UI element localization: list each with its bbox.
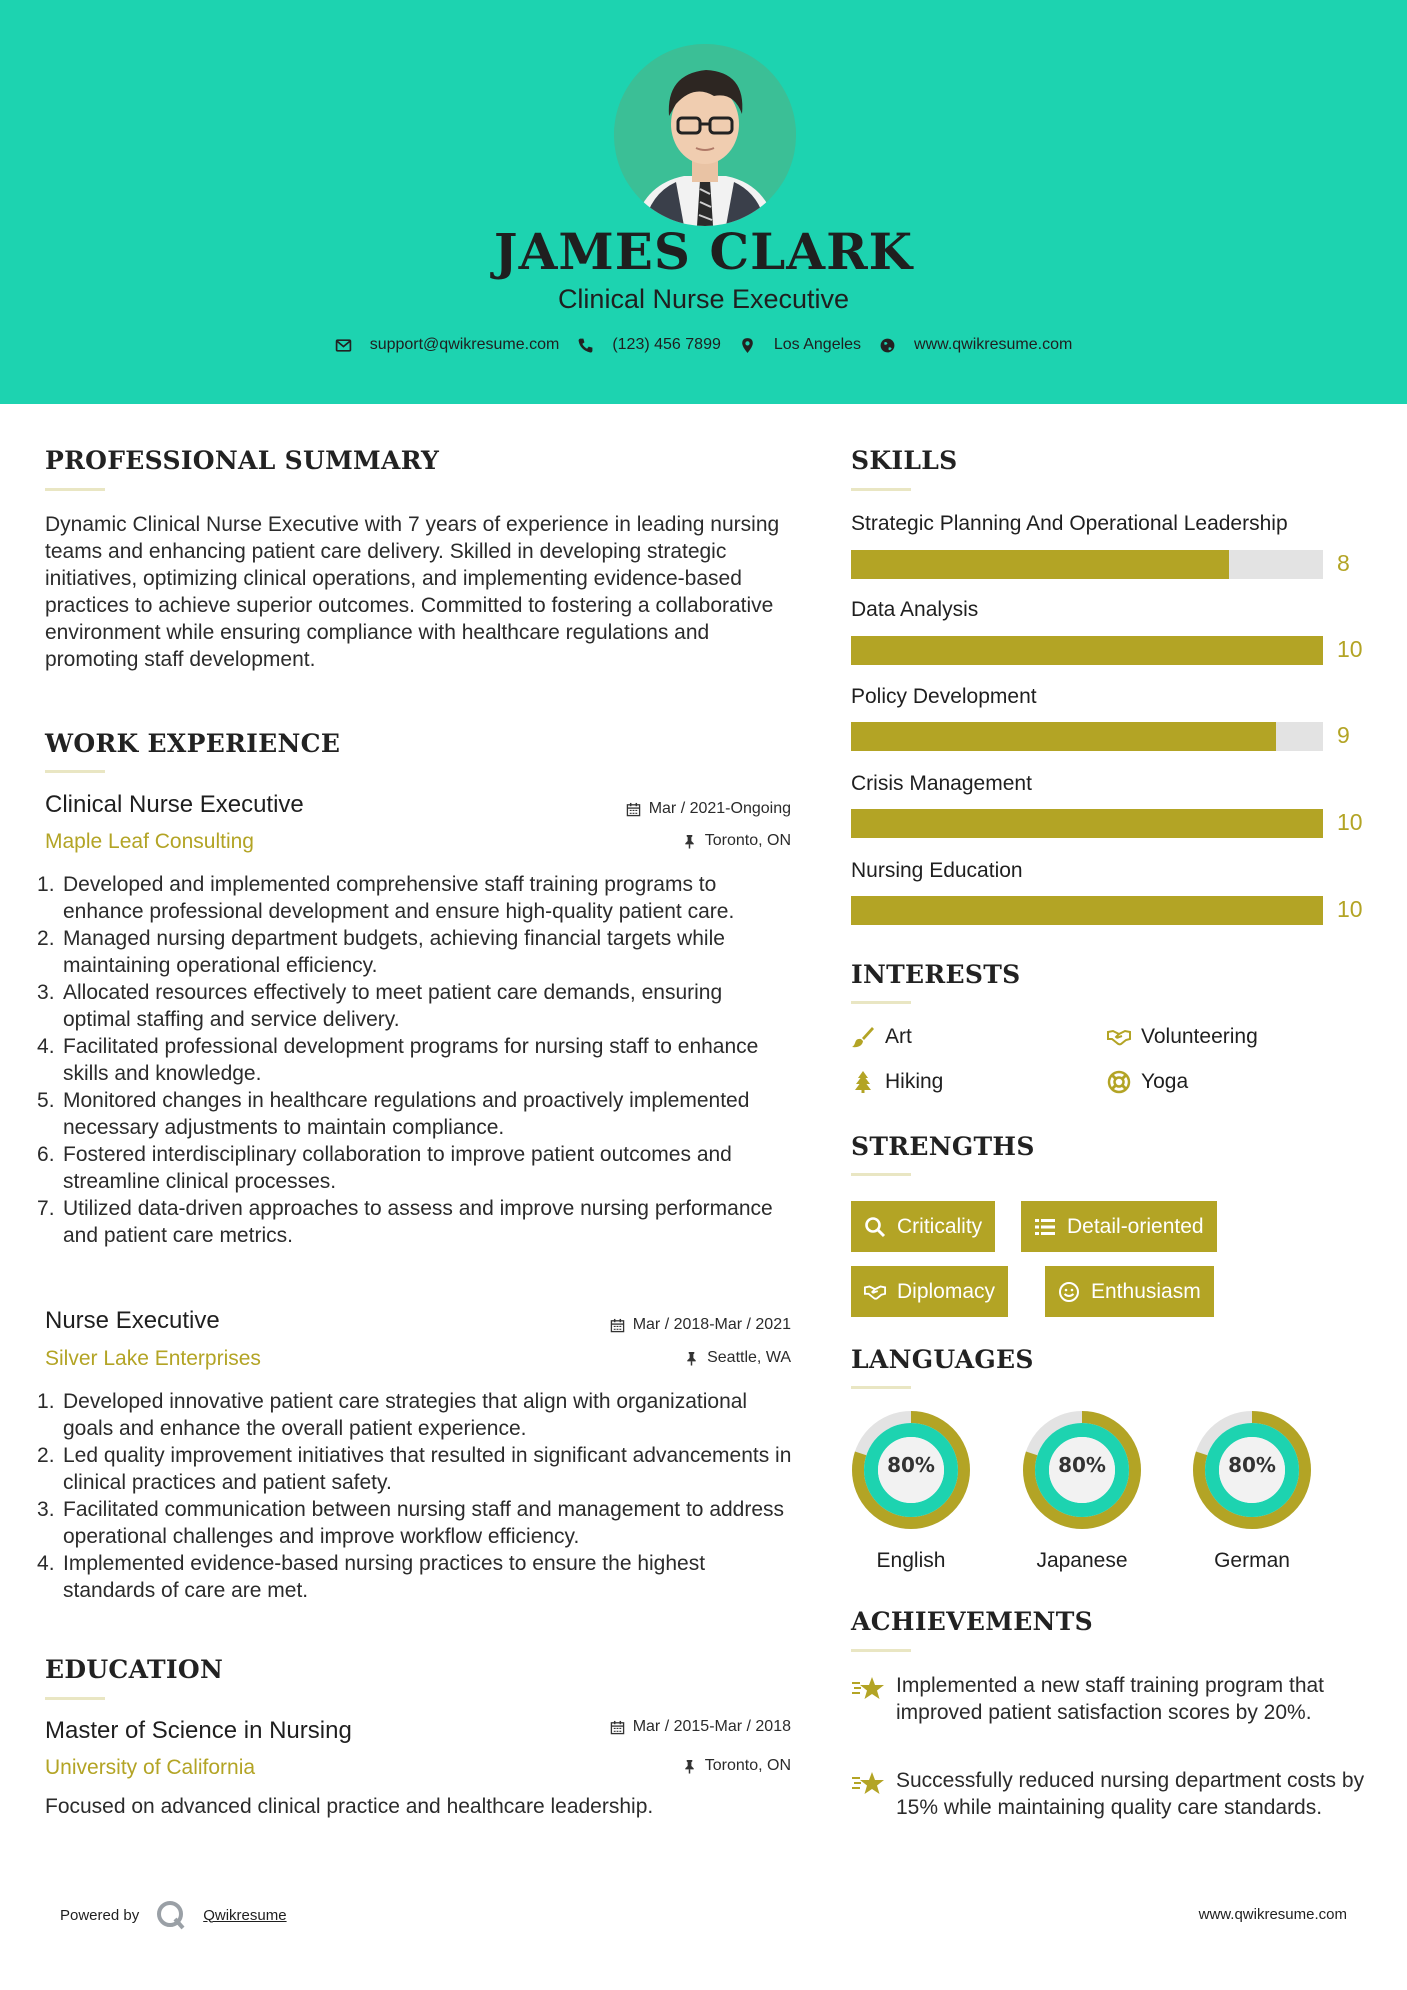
education-description: Focused on advanced clinical practice and healthcare leadership. bbox=[45, 1795, 654, 1818]
profile-photo-illustration bbox=[614, 44, 796, 226]
interest-label: Art bbox=[885, 1025, 912, 1048]
skill-name: Crisis Management bbox=[851, 772, 1032, 795]
paintbrush-icon bbox=[851, 1025, 875, 1049]
language-item bbox=[1191, 1409, 1313, 1572]
lifebuoy-icon bbox=[1107, 1070, 1131, 1094]
achievements-heading: ACHIEVEMENTS bbox=[851, 1607, 1093, 1636]
job-location-text: Toronto, ON bbox=[704, 832, 791, 849]
list-item: Monitored changes in healthcare regulations and proactively implemented necessary adjustments to maintain compliance. bbox=[63, 1089, 750, 1139]
handshake-icon bbox=[864, 1281, 886, 1303]
handshake-icon bbox=[1107, 1025, 1131, 1049]
interests-heading: INTERESTS bbox=[851, 960, 1021, 989]
skill-bar bbox=[851, 636, 1323, 665]
skill-bar bbox=[851, 550, 1323, 579]
language-percent: 80% bbox=[887, 1453, 935, 1477]
language-item bbox=[850, 1409, 972, 1572]
contact-email-text: support@qwikresume.com bbox=[369, 336, 560, 353]
avatar bbox=[614, 44, 796, 226]
education-date-text: Mar / 2015-Mar / 2018 bbox=[632, 1718, 791, 1735]
strength-label: Enthusiasm bbox=[1091, 1279, 1201, 1303]
list-item: Implemented evidence-based nursing practices to ensure the highest standards of care are met. bbox=[63, 1552, 706, 1602]
strengths-heading-rule bbox=[851, 1173, 911, 1176]
smile-icon bbox=[1058, 1281, 1080, 1303]
list-item: Led quality improvement initiatives that resulted in significant advancements in clinical practices and patient safety. bbox=[63, 1444, 792, 1494]
job-bullets bbox=[63, 1388, 793, 1604]
contact-location-text: Los Angeles bbox=[773, 336, 862, 353]
education-heading-rule bbox=[45, 1697, 105, 1700]
experience-heading-rule bbox=[45, 770, 105, 773]
summary-heading: PROFESSIONAL SUMMARY bbox=[45, 446, 440, 475]
experience-heading: WORK EXPERIENCE bbox=[45, 729, 341, 758]
phone-icon bbox=[577, 337, 594, 354]
summary-heading-rule bbox=[45, 488, 105, 491]
skill-name: Policy Development bbox=[851, 685, 1037, 708]
list-item: Fostered interdisciplinary collaboration to improve patient outcomes and streamline clinical processes. bbox=[63, 1143, 732, 1193]
footer-powered-by bbox=[60, 1899, 287, 1931]
header-banner bbox=[0, 0, 1407, 404]
interest-label: Volunteering bbox=[1141, 1025, 1258, 1048]
envelope-icon bbox=[335, 337, 352, 354]
pushpin-icon bbox=[684, 1351, 699, 1366]
skill-bar-fill bbox=[851, 896, 1323, 925]
language-name: German bbox=[1214, 1549, 1290, 1572]
tree-icon bbox=[851, 1070, 875, 1094]
job-date bbox=[610, 1316, 791, 1334]
candidate-role: Clinical Nurse Executive bbox=[557, 284, 850, 314]
qwikresume-logo-icon bbox=[155, 1899, 187, 1931]
footer-website[interactable]: www.qwikresume.com bbox=[1198, 1906, 1347, 1923]
skill-name: Data Analysis bbox=[851, 598, 979, 621]
school-name: University of California bbox=[45, 1756, 256, 1779]
skill-bar-fill bbox=[851, 550, 1229, 579]
languages-heading: LANGUAGES bbox=[851, 1345, 1034, 1374]
strength-badge bbox=[851, 1266, 1008, 1317]
skill-bar bbox=[851, 722, 1323, 751]
contact-email[interactable] bbox=[335, 336, 560, 354]
strength-badge bbox=[1045, 1266, 1214, 1317]
skill-bar-fill bbox=[851, 809, 1323, 838]
interest-item bbox=[1107, 1070, 1188, 1094]
star-icon bbox=[851, 1674, 885, 1704]
contact-location bbox=[739, 336, 861, 354]
job-location-text: Seattle, WA bbox=[707, 1349, 791, 1366]
interests-heading-rule bbox=[851, 1001, 911, 1004]
candidate-name: JAMES CLARK bbox=[493, 222, 914, 281]
contact-website-text: www.qwikresume.com bbox=[914, 336, 1073, 353]
interest-label: Yoga bbox=[1141, 1070, 1189, 1093]
skill-value: 10 bbox=[1337, 636, 1363, 662]
interest-item bbox=[1107, 1025, 1258, 1049]
degree-title: Master of Science in Nursing bbox=[45, 1717, 352, 1744]
achievement-text: Implemented a new staff training program that improved patient satisfaction scores by 20%. bbox=[896, 1674, 1325, 1724]
language-percent: 80% bbox=[1058, 1453, 1106, 1477]
summary-text: Dynamic Clinical Nurse Executive with 7 years of experience in leading nursing teams and enhancing patient care delivery. Skilled in developing strategic initiatives, optimizing clinical operations, and implementing evidence-based practices to achieve superior outcomes. Committed to fostering a collaborative environment while ensuring compliance with healthcare regulations and promoting staff development. bbox=[45, 513, 780, 671]
brand-link[interactable]: Qwikresume bbox=[203, 1906, 287, 1924]
education-date bbox=[610, 1718, 791, 1736]
list-item: Developed and implemented comprehensive staff training programs to enhance professional development and ensure high-quality patient care. bbox=[63, 873, 735, 923]
calendar-icon bbox=[626, 802, 641, 817]
skill-name: Nursing Education bbox=[851, 859, 1023, 882]
job-title: Nurse Executive bbox=[45, 1307, 220, 1334]
strength-label: Criticality bbox=[897, 1214, 983, 1238]
pushpin-icon bbox=[682, 834, 697, 849]
language-percent: 80% bbox=[1228, 1453, 1276, 1477]
calendar-icon bbox=[610, 1318, 625, 1333]
company-name: Maple Leaf Consulting bbox=[45, 830, 254, 853]
job-date bbox=[626, 800, 791, 818]
map-pin-icon bbox=[739, 337, 756, 354]
list-item: Managed nursing department budgets, achieving financial targets while maintaining operational efficiency. bbox=[63, 927, 725, 977]
contact-phone[interactable] bbox=[577, 336, 721, 354]
list-item: Facilitated communication between nursing staff and management to address operational challenges and improve workflow efficiency. bbox=[63, 1498, 785, 1548]
powered-by-label: Powered by bbox=[60, 1906, 140, 1924]
strength-badge bbox=[851, 1201, 995, 1252]
job-date-text: Mar / 2021-Ongoing bbox=[648, 800, 791, 817]
achievement-item bbox=[851, 1672, 1371, 1756]
education-heading: EDUCATION bbox=[45, 1655, 224, 1684]
strength-label: Detail-oriented bbox=[1067, 1214, 1204, 1238]
list-item: Developed innovative patient care strategies that align with organizational goals and enhance the overall patient experience. bbox=[63, 1390, 748, 1440]
interest-item bbox=[851, 1070, 943, 1094]
achievement-item bbox=[851, 1767, 1371, 1851]
skill-value: 8 bbox=[1337, 550, 1350, 576]
calendar-icon bbox=[610, 1720, 625, 1735]
strength-badge bbox=[1021, 1201, 1217, 1252]
list-item: Facilitated professional development programs for nursing staff to enhance skills and knowledge. bbox=[63, 1035, 759, 1085]
skill-name: Strategic Planning And Operational Leadership bbox=[851, 512, 1288, 535]
skills-heading-rule bbox=[851, 488, 911, 491]
skill-value: 9 bbox=[1337, 722, 1350, 748]
pushpin-icon bbox=[682, 1759, 697, 1774]
skill-bar bbox=[851, 809, 1323, 838]
skill-value: 10 bbox=[1337, 896, 1363, 922]
list-item: Allocated resources effectively to meet patient care demands, ensuring optimal staffing and service delivery. bbox=[63, 981, 723, 1031]
job-location bbox=[682, 832, 791, 850]
skill-bar-fill bbox=[851, 722, 1276, 751]
skill-bar bbox=[851, 896, 1323, 925]
globe-icon bbox=[879, 337, 896, 354]
language-name: Japanese bbox=[1036, 1549, 1128, 1572]
contact-website[interactable] bbox=[879, 336, 1072, 354]
language-name: English bbox=[876, 1549, 946, 1572]
skill-bar-fill bbox=[851, 636, 1323, 665]
star-icon bbox=[851, 1769, 885, 1799]
strength-label: Diplomacy bbox=[897, 1279, 996, 1303]
achievement-text: Successfully reduced nursing department costs by 15% while maintaining quality care standards. bbox=[896, 1769, 1365, 1819]
company-name: Silver Lake Enterprises bbox=[45, 1347, 261, 1370]
achievements-heading-rule bbox=[851, 1649, 911, 1652]
list-item: Utilized data-driven approaches to assess and improve nursing performance and patient care metrics. bbox=[63, 1197, 773, 1247]
skills-heading: SKILLS bbox=[851, 446, 958, 475]
job-bullets bbox=[63, 871, 793, 1249]
job-date-text: Mar / 2018-Mar / 2021 bbox=[632, 1316, 791, 1333]
education-location bbox=[682, 1757, 791, 1775]
language-item bbox=[1021, 1409, 1143, 1572]
list-icon bbox=[1034, 1216, 1056, 1238]
interest-item bbox=[851, 1025, 912, 1049]
contact-phone-text: (123) 456 7899 bbox=[612, 336, 721, 353]
interest-label: Hiking bbox=[885, 1070, 944, 1093]
languages-heading-rule bbox=[851, 1386, 911, 1389]
contact-bar bbox=[0, 336, 1407, 354]
job-location bbox=[684, 1349, 791, 1367]
search-icon bbox=[864, 1216, 886, 1238]
job-title: Clinical Nurse Executive bbox=[45, 791, 304, 818]
skill-value: 10 bbox=[1337, 809, 1363, 835]
strengths-heading: STRENGTHS bbox=[851, 1132, 1035, 1161]
education-location-text: Toronto, ON bbox=[704, 1757, 791, 1774]
